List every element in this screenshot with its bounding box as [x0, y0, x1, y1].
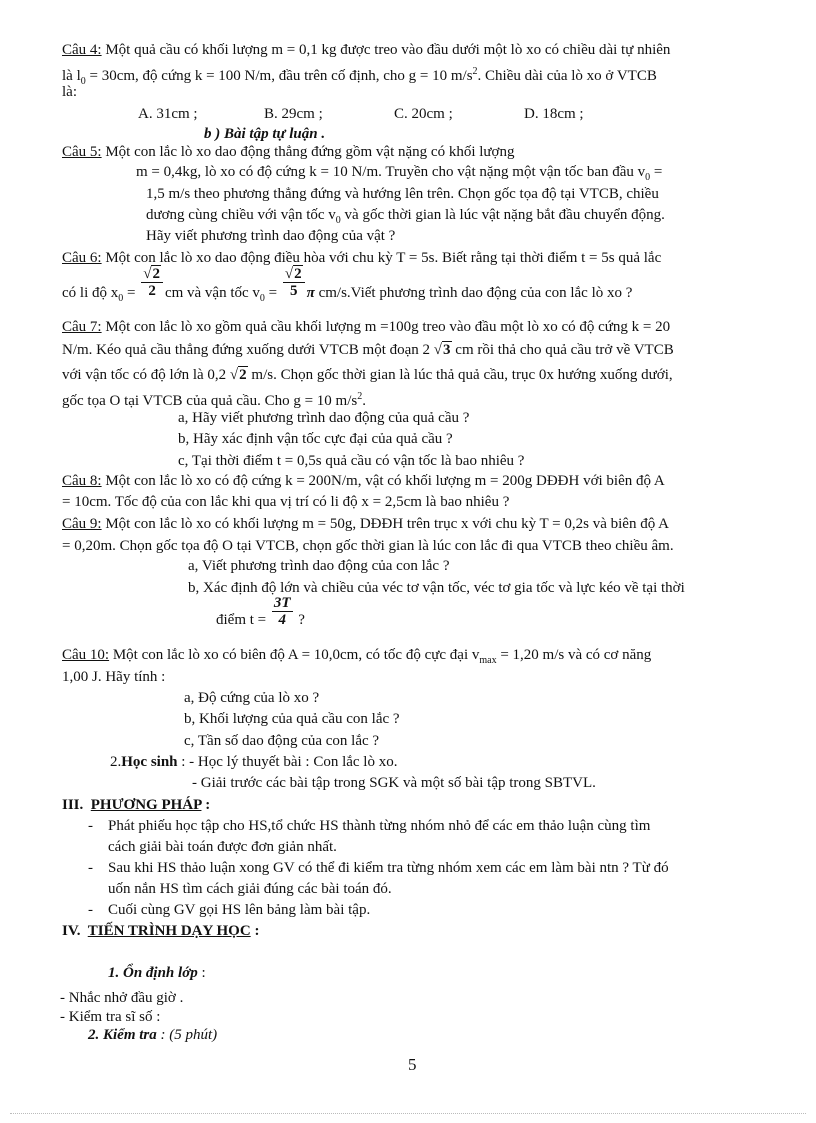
q5-line-2 [136, 162, 662, 182]
q6-sub-1: 0 [118, 293, 124, 304]
q5-line-4 [146, 205, 665, 225]
q6-pi: π [306, 285, 315, 301]
q7-line-4 [62, 387, 366, 407]
q9-line-2: = 0,20m. Chọn gốc tọa độ O tại VTCB, chọn gốc thời gian là lúc con lắc đi qua VTCB theo chiều âm. [62, 538, 674, 554]
q10-sub-b: b, Khối lượng của quả cầu con lắc ? [184, 711, 400, 727]
q10-line-1 [62, 645, 651, 665]
q5-text-4a: dương cùng chiều với vận tốc v [146, 207, 336, 223]
q5-label: Câu 5: [62, 144, 102, 160]
q9-label: Câu 9: [62, 516, 102, 532]
q6-text-2b: = [123, 285, 140, 301]
q7-label: Câu 7: [62, 319, 102, 335]
q5-text-2-end: = [650, 164, 663, 180]
q6-frac1-num [141, 266, 163, 283]
q7-sub-a: a, Hãy viết phương trình dao động của quả cầu ? [178, 410, 470, 426]
q9-line-1 [62, 514, 669, 534]
kiem-tra-si-so-line [60, 1007, 160, 1027]
q7-sqrt-1: √3 [433, 342, 451, 358]
page-bottom-divider [10, 1113, 806, 1114]
bullet-dash: - [60, 990, 65, 1006]
q7-line-3 [62, 365, 673, 385]
section-3-roman: III. [62, 797, 84, 813]
q6-text-2a: có li độ x [62, 285, 119, 301]
q5-line-1 [62, 142, 514, 162]
q6-text-2c: cm và vận tốc v [164, 285, 260, 301]
q10-sub-c: c, Tần số dao động của con lắc ? [184, 733, 380, 749]
q4-text-2b: = 30cm, độ cứng k = 100 N/m, đầu trên cố định, cho g = 10 m/s [85, 68, 473, 84]
q9-text-t-b: ? [294, 612, 305, 628]
q6-frac2-radicand: 2 [294, 266, 302, 283]
q8-label: Câu 8: [62, 473, 102, 489]
hocsinh-label: Học sinh [121, 754, 178, 770]
q7-radicand-2: 2 [239, 367, 247, 383]
nhac-nho-line [60, 988, 183, 1008]
q5-sub-2: 0 [335, 215, 341, 226]
q6-frac2-num [283, 266, 305, 283]
q5-sub-1: 0 [645, 172, 651, 183]
q4-option-a: A. 31cm ; [138, 106, 198, 122]
section-3-bullet-1-line-2: cách giải bài toán được đơn giản nhất. [108, 839, 337, 855]
q4-text-2a: là l [62, 68, 81, 84]
q9-frac-num: 3T [273, 595, 291, 612]
q7-sup: 2 [357, 391, 363, 402]
q4-option-d: D. 18cm ; [524, 106, 584, 122]
page-number: 5 [408, 1055, 417, 1074]
hocsinh-line-1 [110, 752, 397, 772]
q9-text-1: Một con lắc lò xo có khối lượng m = 50g, DĐĐH trên trục x với chu kỳ T = 0,2s và biên độ A [101, 516, 669, 532]
bullet-dash: - [60, 1009, 65, 1025]
q6-sub-2: 0 [259, 293, 265, 304]
q10-line-2: 1,00 J. Hãy tính : [62, 669, 166, 685]
section-3-title: PHƯƠNG PHÁP [90, 797, 202, 813]
q6-fraction-v0 [283, 266, 305, 299]
q7-text-4b: . [362, 393, 366, 409]
section-3-bullet-2-line-1: Sau khi HS thảo luận xong GV có thể đi kiểm tra từng nhóm xem các em làm bài ntn ? Từ đó [108, 860, 669, 876]
q4-option-c: C. 20cm ; [394, 106, 453, 122]
section-3-colon: : [201, 797, 211, 813]
q4-sup: 2 [472, 66, 478, 77]
q5-line-5: Hãy viết phương trình dao động của vật ? [146, 228, 396, 244]
q7-sub-b: b, Hãy xác định vận tốc cực đại của quả cầu ? [178, 431, 453, 447]
on-dinh-lop-label: 1. Ổn định lớp [108, 965, 198, 981]
q10-text-1b: = 1,20 m/s và có cơ năng [496, 647, 652, 663]
kiem-tra-label: 2. Kiểm tra [88, 1027, 157, 1043]
section-3-bullet-dash-2: - [88, 860, 93, 876]
q9-text-t-a: điểm t = [216, 612, 270, 628]
kiem-tra-heading [88, 1025, 217, 1045]
q7-text-2a: N/m. Kéo quả cầu thẳng đứng xuống dưới VTCB một đoạn 2 [62, 342, 434, 358]
q7-text-2b: cm rồi thả cho quả cầu trở về VTCB [451, 342, 674, 358]
section-4-title: TIẾN TRÌNH DẠY HỌC [87, 923, 251, 939]
on-dinh-lop-colon: : [197, 965, 206, 981]
q7-text-3b: m/s. Chọn gốc thời gian là lúc thả quả cầu, trục 0x hướng xuống dưới, [247, 367, 673, 383]
q4-text-1: Một quả cầu có khối lượng m = 0,1 kg được treo vào đầu dưới một lò xo có chiều dài tự nhiên [101, 42, 671, 58]
q9-fraction-t [272, 595, 293, 628]
q6-line-2 [62, 266, 633, 319]
q7-text-1: Một con lắc lò xo gồm quả cầu khối lượng m =100g treo vào đầu một lò xo có độ cứng k = 20 [101, 319, 671, 335]
q4-label: Câu 4: [62, 42, 102, 58]
q6-text-1: Một con lắc lò xo dao động điều hòa với chu kỳ T = 5s. Biết rằng tại thời điểm t = 5s quả lắc [101, 250, 662, 266]
q6-frac1-radicand: 2 [152, 266, 160, 283]
section-3-bullet-1-line-1: Phát phiếu học tập cho HS,tổ chức HS thành từng nhóm nhỏ để các em thảo luận cùng tìm [108, 818, 651, 834]
section-4-roman: IV. [62, 923, 81, 939]
nhac-nho-text: Nhắc nhở đầu giờ . [68, 990, 184, 1006]
q6-text-2d: = [264, 285, 281, 301]
q4-line-1 [62, 40, 670, 60]
sqrt-symbol: √2 [143, 266, 160, 283]
on-dinh-lop-heading [108, 963, 206, 983]
q9-frac-den: 4 [278, 612, 286, 629]
section-3-heading [62, 795, 210, 815]
q4-text-2c: . Chiều dài của lò xo ở VTCB [477, 68, 657, 84]
q7-text-3a: với vận tốc có độ lớn là 0,2 [62, 367, 230, 383]
q7-sub-c: c, Tại thời điểm t = 0,5s quả cầu có vận tốc là bao nhiêu ? [178, 453, 525, 469]
q5-text-2: m = 0,4kg, lò xo có độ cứng k = 10 N/m. Truyền cho vật nặng một vận tốc ban đầu v [136, 164, 646, 180]
q6-frac2-den: 5 [290, 283, 298, 300]
q5-text-1: Một con lắc lò xo dao động thẳng đứng gồm vật nặng có khối lượng [101, 144, 515, 160]
kiem-tra-time: : (5 phút) [156, 1027, 218, 1043]
section-4-colon: : [250, 923, 260, 939]
q10-sub: max [479, 655, 497, 666]
q5-text-4b: và gốc thời gian là lúc vật nặng bắt đầu chuyển động. [340, 207, 665, 223]
q6-text-2e: cm/s.Viết phương trình dao động của con lắc lò xo ? [314, 285, 633, 301]
q7-line-2 [62, 340, 674, 360]
q5-line-3: 1,5 m/s theo phương thẳng đứng và hướng lên trên. Chọn gốc tọa độ tại VTCB, chiều [146, 186, 659, 202]
section-b-heading: b ) Bài tập tự luận . [204, 126, 326, 142]
q10-sub-a: a, Độ cứng của lò xo ? [184, 690, 320, 706]
q9-sub-a: a, Viết phương trình dao động của con lắc ? [188, 558, 450, 574]
q9-line-t [216, 595, 305, 646]
hocsinh-prefix: 2. [110, 754, 122, 770]
kiem-tra-si-so-text: Kiểm tra sĩ số : [68, 1009, 161, 1025]
q7-radicand-1: 3 [443, 342, 451, 358]
section-3-bullet-3: Cuối cùng GV gọi HS lên bảng làm bài tập. [108, 902, 371, 918]
q8-text-1: Một con lắc lò xo có độ cứng k = 200N/m, vật có khối lượng m = 200g DĐĐH với biên độ A [101, 473, 665, 489]
q4-option-b: B. 29cm ; [264, 106, 323, 122]
q8-line-1 [62, 471, 665, 491]
hocsinh-text-1: : - Học lý thuyết bài : Con lắc lò xo. [177, 754, 398, 770]
q8-line-2: = 10cm. Tốc độ của con lắc khi qua vị trí có li độ x = 2,5cm là bao nhiêu ? [62, 494, 510, 510]
q10-text-1a: Một con lắc lò xo có biên độ A = 10,0cm, có tốc độ cực đại v [109, 647, 480, 663]
q4-line-3: là: [62, 84, 77, 100]
q7-line-1 [62, 317, 670, 337]
sqrt-symbol: √2 [284, 266, 302, 283]
q7-text-4a: gốc tọa O tại VTCB của quả cầu. Cho g = 10 m/s [62, 393, 358, 409]
q10-label: Câu 10: [62, 647, 110, 663]
q6-label: Câu 6: [62, 250, 102, 266]
section-3-bullet-dash-1: - [88, 818, 93, 834]
q4-sub: 0 [80, 76, 86, 87]
q9-sub-b: b, Xác định độ lớn và chiều của véc tơ vận tốc, véc tơ gia tốc và lực kéo về tại thời [188, 580, 685, 596]
q6-frac1-den: 2 [148, 283, 156, 300]
q4-line-2 [62, 62, 657, 87]
section-3-bullet-dash-3: - [88, 902, 93, 918]
q6-fraction-x0 [141, 266, 163, 299]
section-4-heading [62, 921, 259, 941]
section-3-bullet-2-line-2: uốn nắn HS tìm cách giải đúng các bài toán đó. [108, 881, 392, 897]
hocsinh-line-2: - Giải trước các bài tập trong SGK và một số bài tập trong SBTVL. [192, 775, 596, 791]
q7-sqrt-2: √2 [229, 367, 247, 383]
